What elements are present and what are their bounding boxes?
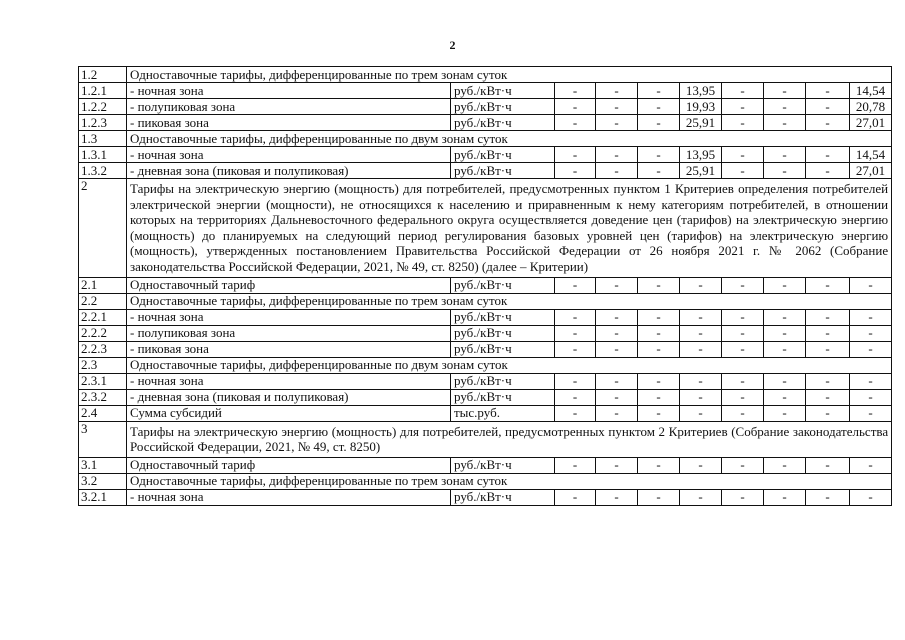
table-row <box>79 163 892 179</box>
table-row <box>79 389 892 405</box>
row-value: - <box>764 405 806 421</box>
row-value: - <box>764 309 806 325</box>
row-code: 1.3.1 <box>79 147 127 163</box>
tariff-table <box>78 66 892 506</box>
row-value: - <box>806 99 850 115</box>
row-code: 2.3.2 <box>79 389 127 405</box>
row-value: - <box>555 325 596 341</box>
row-value: - <box>680 309 722 325</box>
row-value: - <box>806 147 850 163</box>
row-value: - <box>764 389 806 405</box>
row-value: - <box>764 83 806 99</box>
row-code: 2.2 <box>79 293 127 309</box>
row-value: - <box>638 489 680 505</box>
row-value: - <box>764 457 806 473</box>
row-code: 2.3.1 <box>79 373 127 389</box>
row-value: - <box>850 325 892 341</box>
row-value: - <box>806 309 850 325</box>
table-row <box>79 99 892 115</box>
row-value: - <box>722 83 764 99</box>
section-row <box>79 179 892 278</box>
row-unit: руб./кВт·ч <box>451 83 555 99</box>
row-label: Одноставочный тариф <box>127 457 451 473</box>
row-value: - <box>596 457 638 473</box>
table-row <box>79 457 892 473</box>
row-value: - <box>638 163 680 179</box>
row-code: 2.3 <box>79 357 127 373</box>
row-value: 13,95 <box>680 147 722 163</box>
table-row <box>79 373 892 389</box>
row-value: - <box>638 457 680 473</box>
row-value: - <box>806 115 850 131</box>
section-row <box>79 421 892 457</box>
row-value: - <box>555 99 596 115</box>
row-value: - <box>596 373 638 389</box>
row-value: - <box>764 277 806 293</box>
row-label: - дневная зона (пиковая и полупиковая) <box>127 389 451 405</box>
row-code: 3 <box>79 421 127 457</box>
row-code: 3.2 <box>79 473 127 489</box>
row-value: - <box>764 163 806 179</box>
row-value: - <box>680 277 722 293</box>
table-row <box>79 147 892 163</box>
row-value: 14,54 <box>850 83 892 99</box>
row-value: - <box>764 115 806 131</box>
row-label: Одноставочный тариф <box>127 277 451 293</box>
row-value: - <box>638 83 680 99</box>
row-code: 1.2 <box>79 67 127 83</box>
row-code: 1.2.2 <box>79 99 127 115</box>
row-label: - полупиковая зона <box>127 99 451 115</box>
row-value: 25,91 <box>680 163 722 179</box>
row-value: - <box>806 341 850 357</box>
row-label: - ночная зона <box>127 373 451 389</box>
tariff-table-body <box>79 67 892 506</box>
row-unit: руб./кВт·ч <box>451 147 555 163</box>
section-title: Одноставочные тарифы, дифференцированные по двум зонам суток <box>127 357 892 373</box>
row-value: - <box>722 115 764 131</box>
row-value: - <box>555 373 596 389</box>
row-unit: руб./кВт·ч <box>451 373 555 389</box>
row-label: - ночная зона <box>127 489 451 505</box>
row-value: - <box>555 115 596 131</box>
section-row <box>79 293 892 309</box>
row-value: - <box>806 277 850 293</box>
row-unit: руб./кВт·ч <box>451 163 555 179</box>
row-value: - <box>764 489 806 505</box>
row-value: - <box>596 405 638 421</box>
row-unit: руб./кВт·ч <box>451 341 555 357</box>
row-value: - <box>638 405 680 421</box>
row-unit: руб./кВт·ч <box>451 489 555 505</box>
section-row <box>79 473 892 489</box>
section-title: Одноставочные тарифы, дифференцированные по двум зонам суток <box>127 131 892 147</box>
row-value: 20,78 <box>850 99 892 115</box>
row-code: 2 <box>79 179 127 278</box>
row-value: 25,91 <box>680 115 722 131</box>
row-value: - <box>596 489 638 505</box>
section-description: Тарифы на электрическую энергию (мощность) для потребителей, предусмотренных пунктом 2 Критериев (Собрание законодательства Российской Федерации, 2021, № 49, ст. 8250) <box>127 421 892 457</box>
row-value: - <box>555 83 596 99</box>
row-value: - <box>555 389 596 405</box>
section-title: Одноставочные тарифы, дифференцированные по трем зонам суток <box>127 67 892 83</box>
row-value: - <box>722 99 764 115</box>
row-unit: тыс.руб. <box>451 405 555 421</box>
row-label: Сумма субсидий <box>127 405 451 421</box>
row-value: - <box>638 325 680 341</box>
row-label: - полупиковая зона <box>127 325 451 341</box>
table-row <box>79 325 892 341</box>
row-code: 2.2.2 <box>79 325 127 341</box>
row-value: - <box>850 457 892 473</box>
section-row <box>79 357 892 373</box>
row-value: - <box>638 147 680 163</box>
row-value: - <box>638 99 680 115</box>
row-value: 14,54 <box>850 147 892 163</box>
row-value: - <box>850 489 892 505</box>
row-unit: руб./кВт·ч <box>451 277 555 293</box>
row-value: - <box>806 389 850 405</box>
table-row <box>79 309 892 325</box>
row-unit: руб./кВт·ч <box>451 99 555 115</box>
row-value: - <box>806 489 850 505</box>
section-row <box>79 131 892 147</box>
row-label: - ночная зона <box>127 83 451 99</box>
row-unit: руб./кВт·ч <box>451 309 555 325</box>
row-value: - <box>555 489 596 505</box>
row-value: - <box>555 147 596 163</box>
row-value: - <box>596 341 638 357</box>
row-value: - <box>722 457 764 473</box>
row-value: - <box>555 163 596 179</box>
row-value: - <box>638 277 680 293</box>
row-value: - <box>680 341 722 357</box>
row-value: - <box>555 341 596 357</box>
row-value: 27,01 <box>850 115 892 131</box>
row-value: - <box>722 341 764 357</box>
row-code: 2.2.3 <box>79 341 127 357</box>
row-code: 1.2.3 <box>79 115 127 131</box>
row-value: - <box>722 405 764 421</box>
table-row <box>79 277 892 293</box>
row-code: 2.2.1 <box>79 309 127 325</box>
row-code: 3.1 <box>79 457 127 473</box>
row-code: 1.2.1 <box>79 83 127 99</box>
row-value: - <box>555 309 596 325</box>
row-value: - <box>680 457 722 473</box>
row-value: - <box>555 457 596 473</box>
row-value: - <box>596 163 638 179</box>
row-value: - <box>722 389 764 405</box>
row-code: 3.2.1 <box>79 489 127 505</box>
row-label: - дневная зона (пиковая и полупиковая) <box>127 163 451 179</box>
row-value: - <box>638 115 680 131</box>
row-value: - <box>850 389 892 405</box>
row-value: - <box>850 405 892 421</box>
row-value: - <box>806 405 850 421</box>
row-value: - <box>596 389 638 405</box>
row-value: - <box>722 309 764 325</box>
row-label: - ночная зона <box>127 309 451 325</box>
row-value: - <box>806 457 850 473</box>
row-value: - <box>596 277 638 293</box>
row-value: - <box>722 147 764 163</box>
table-row <box>79 83 892 99</box>
row-value: - <box>722 325 764 341</box>
section-title: Одноставочные тарифы, дифференцированные по трем зонам суток <box>127 473 892 489</box>
row-value: - <box>806 325 850 341</box>
row-label: - пиковая зона <box>127 115 451 131</box>
row-unit: руб./кВт·ч <box>451 389 555 405</box>
row-value: - <box>555 405 596 421</box>
row-value: - <box>680 405 722 421</box>
row-unit: руб./кВт·ч <box>451 457 555 473</box>
table-row <box>79 341 892 357</box>
section-row <box>79 67 892 83</box>
row-label: - ночная зона <box>127 147 451 163</box>
row-unit: руб./кВт·ч <box>451 325 555 341</box>
row-value: - <box>596 99 638 115</box>
row-value: - <box>722 277 764 293</box>
row-value: 27,01 <box>850 163 892 179</box>
row-code: 1.3 <box>79 131 127 147</box>
row-value: - <box>764 341 806 357</box>
row-value: - <box>638 309 680 325</box>
row-value: - <box>596 147 638 163</box>
row-value: - <box>764 99 806 115</box>
table-row <box>79 405 892 421</box>
row-value: - <box>680 489 722 505</box>
row-value: - <box>596 325 638 341</box>
row-value: 13,95 <box>680 83 722 99</box>
row-value: - <box>850 309 892 325</box>
row-value: - <box>680 373 722 389</box>
row-value: - <box>850 341 892 357</box>
row-value: - <box>764 373 806 389</box>
row-value: - <box>806 373 850 389</box>
row-value: - <box>596 309 638 325</box>
row-value: - <box>555 277 596 293</box>
row-value: 19,93 <box>680 99 722 115</box>
row-value: - <box>680 325 722 341</box>
row-label: - пиковая зона <box>127 341 451 357</box>
row-code: 1.3.2 <box>79 163 127 179</box>
row-value: - <box>596 115 638 131</box>
row-value: - <box>806 83 850 99</box>
row-value: - <box>850 277 892 293</box>
row-value: - <box>722 489 764 505</box>
table-row <box>79 115 892 131</box>
row-unit: руб./кВт·ч <box>451 115 555 131</box>
row-value: - <box>638 341 680 357</box>
row-value: - <box>596 83 638 99</box>
section-description: Тарифы на электрическую энергию (мощность) для потребителей, предусмотренных пунктом 1 Критериев определения потребителей электрической энергии (мощности), не относящихся к населению и приравненным к нему категориям потребителей, в отношении которых на территориях Дальневосточного федерального округа осуществляется доведение цен (тарифов) на электрическую энергию (мощность) до планируемых на следующий период регулирования базовых уровней цен (тарифов) на электрическую энергию (мощность), утвержденных постановлением Правительства Российской Федерации от 26 ноября 2021 г. № 2062 (Собрание законодательства Российской Федерации, 2021, № 49, ст. 8250) (далее – Критерии) <box>127 179 892 278</box>
row-value: - <box>806 163 850 179</box>
row-code: 2.4 <box>79 405 127 421</box>
row-value: - <box>722 373 764 389</box>
table-row <box>79 489 892 505</box>
row-value: - <box>850 373 892 389</box>
row-value: - <box>764 325 806 341</box>
section-title: Одноставочные тарифы, дифференцированные по трем зонам суток <box>127 293 892 309</box>
row-value: - <box>638 389 680 405</box>
row-value: - <box>680 389 722 405</box>
row-value: - <box>764 147 806 163</box>
page-number: 2 <box>449 38 456 52</box>
row-code: 2.1 <box>79 277 127 293</box>
row-value: - <box>638 373 680 389</box>
row-value: - <box>722 163 764 179</box>
